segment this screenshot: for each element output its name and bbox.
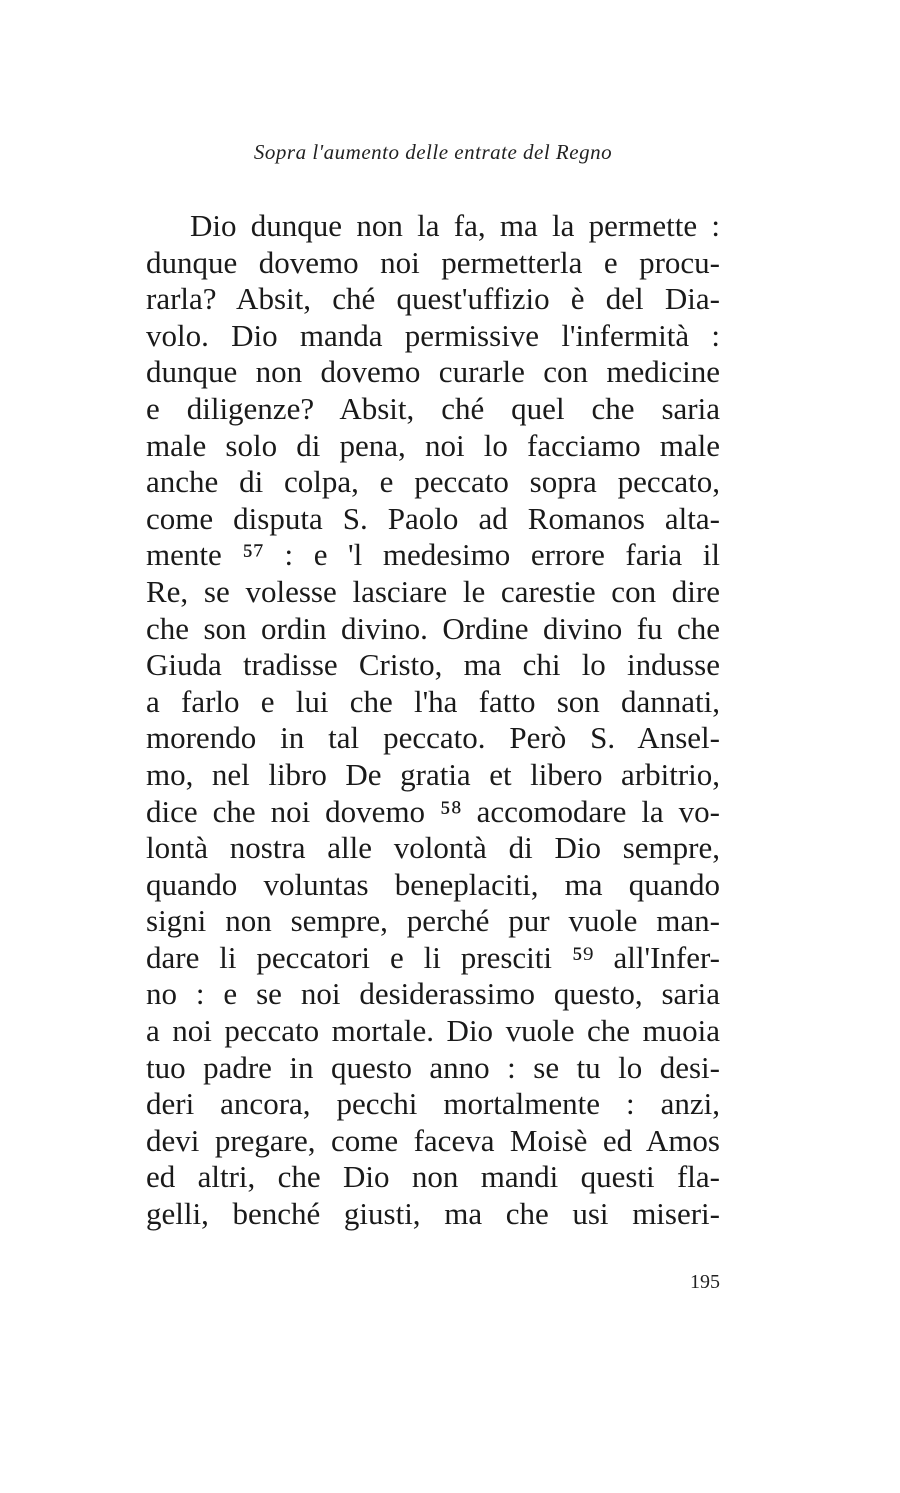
text-line-26: devi pregare, come faceva Moisè ed Amos [146, 1122, 720, 1158]
text-line-1: Dio dunque non la fa, ma la permette : [190, 208, 720, 243]
text-line-25: deri ancora, pecchi mortalmente : anzi, [146, 1086, 720, 1122]
text-line-4: volo. Dio manda permissive l'infermità : [146, 317, 720, 353]
text-line-20: signi non sempre, perché pur vuole man- [146, 903, 720, 939]
text-line-19: quando voluntas beneplaciti, ma quando [146, 866, 720, 902]
text-line-8: anche di colpa, e peccato sopra peccato, [146, 464, 720, 500]
text-line-16: mo, nel libro De gratia et libero arbitrio, [146, 756, 720, 792]
text-line-6: e diligenze? Absit, ché quel che saria [146, 390, 720, 426]
text-line-9: come disputa S. Paolo ad Romanos alta- [146, 500, 720, 536]
text-line-14: a farlo e lui che l'ha fatto son dannati, [146, 683, 720, 719]
text-line-27: ed altri, che Dio non mandi questi fla- [146, 1159, 720, 1195]
text-line-15: morendo in tal peccato. Però S. Ansel- [146, 720, 720, 756]
text-line-22: no : e se noi desiderassimo questo, saria [146, 976, 720, 1012]
text-line-12: che son ordin divino. Ordine divino fu che [146, 610, 720, 646]
text-line-7: male solo di pena, noi lo facciamo male [146, 427, 720, 463]
text-line-28: gelli, benché giusti, ma che usi miseri- [146, 1196, 720, 1232]
text-line-10: mente ⁵⁷ : e 'l medesimo errore faria il [146, 537, 720, 573]
text-line-3: rarla? Absit, ché quest'uffizio è del Dia- [146, 281, 720, 317]
text-line-18: lontà nostra alle volontà di Dio sempre, [146, 830, 720, 866]
running-head: Sopra l'aumento delle entrate del Regno [253, 140, 613, 164]
text-line-2: dunque dovemo noi permetterla e procu- [146, 244, 720, 280]
text-line-17: dice che noi dovemo ⁵⁸ accomodare la vo- [146, 793, 720, 829]
text-line-23: a noi peccato mortale. Dio vuole che muoia [146, 1013, 720, 1049]
text-line-5: dunque non dovemo curarle con medicine [146, 354, 720, 390]
text-line-13: Giuda tradisse Cristo, ma chi lo indusse [146, 647, 720, 683]
text-line-11: Re, se volesse lasciare le carestie con dire [146, 573, 720, 609]
text-line-21: dare li peccatori e li presciti ⁵⁹ all'Infer- [146, 939, 720, 975]
body-text [146, 208, 720, 1233]
text-line-24: tuo padre in questo anno : se tu lo desi- [146, 1049, 720, 1085]
page-number: 195 [690, 1271, 720, 1293]
